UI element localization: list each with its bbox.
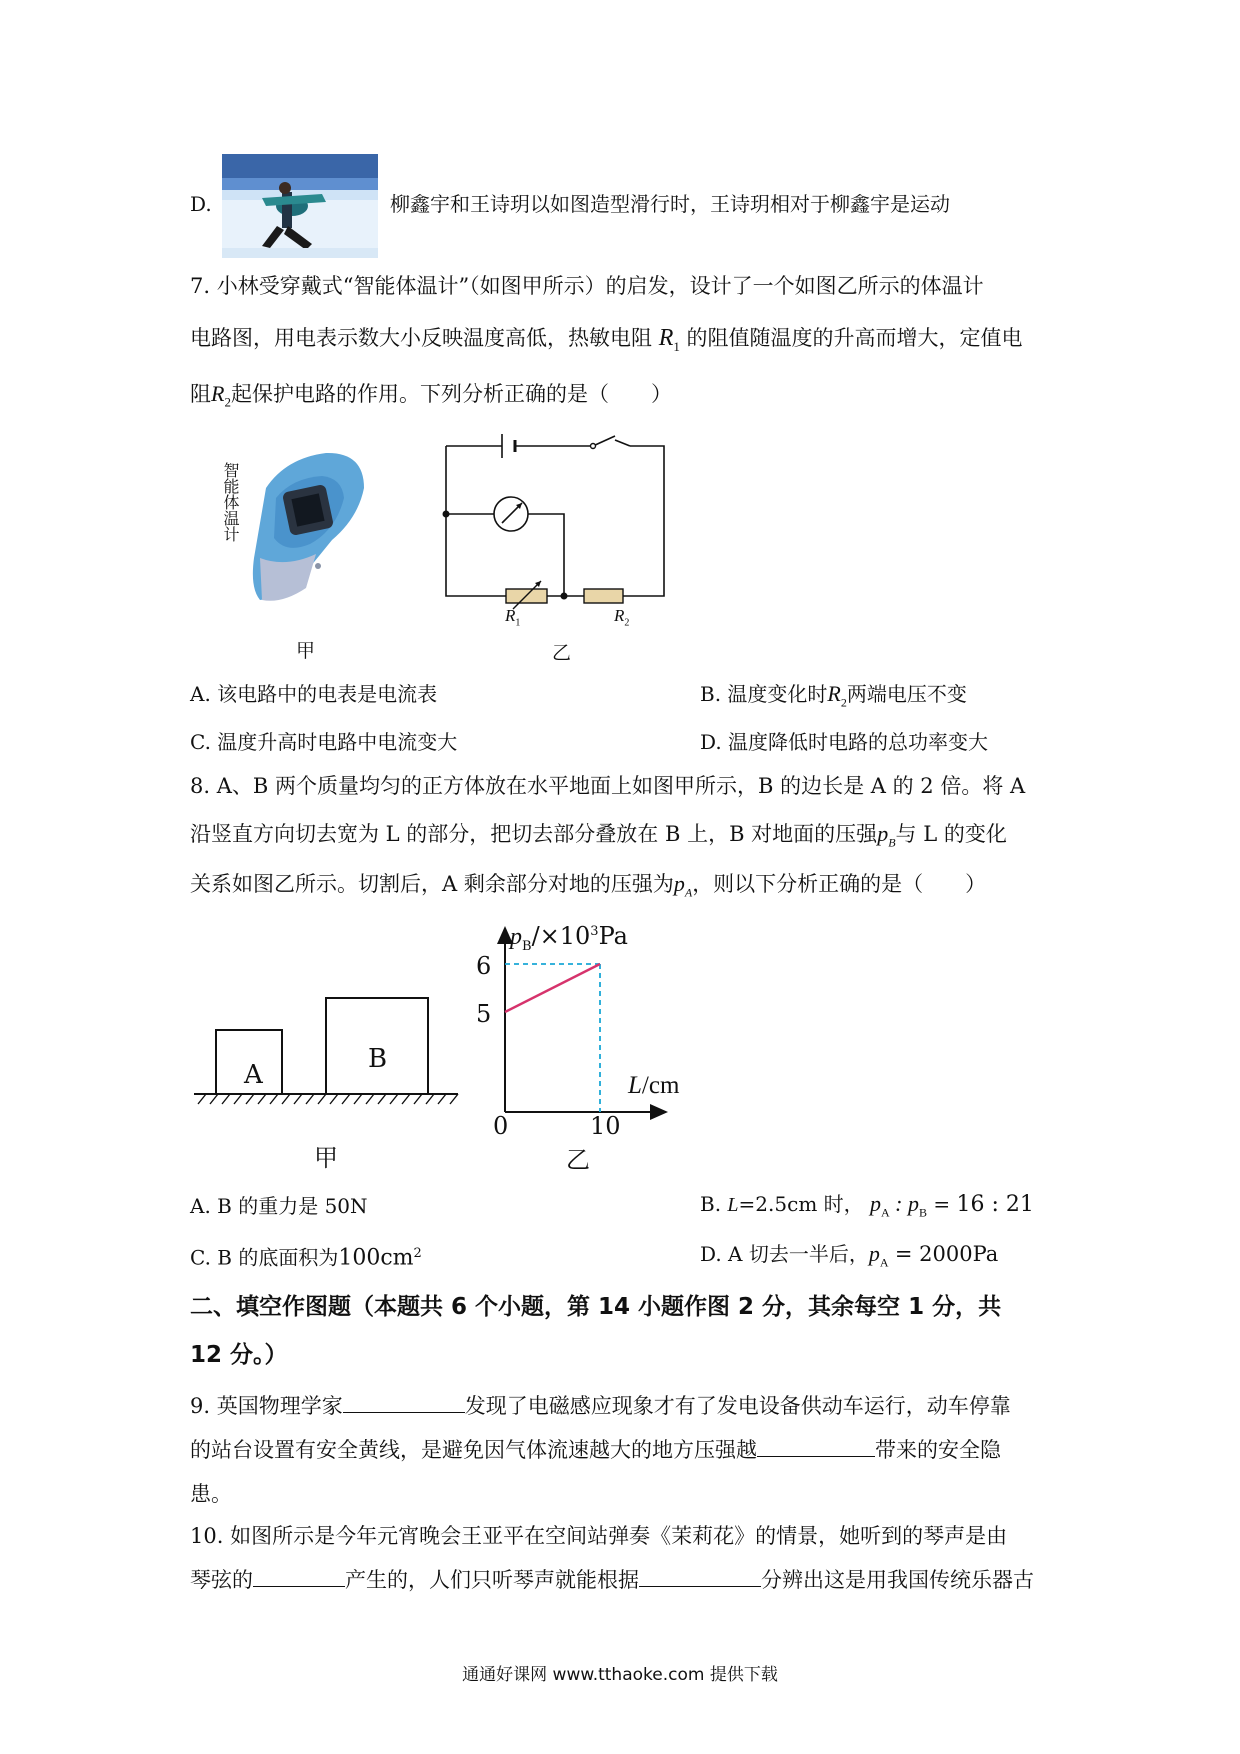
thermometer-device-image: [246, 448, 370, 608]
q10-line2: 琴弦的 产生的，人们只听琴声就能根据 分辨出这是用我国传统乐器古: [190, 1568, 1034, 1592]
q7-option-a: A. 该电路中的电表是电流表: [190, 682, 438, 706]
page-footer: 通通好课网 www.tthaoke.com 提供下载: [462, 1665, 778, 1685]
block-a-label: A: [244, 1060, 263, 1090]
graph-y-label: $p_B/\times 10^3Pa$: [510, 922, 628, 954]
q7-line3: 阻$R_2$起保护电路的作用。下列分析正确的是（ ）: [190, 381, 672, 410]
q7-option-c: C. 温度升高时电路中电流变大: [190, 730, 458, 754]
q8-fig-yi-caption: 乙: [566, 1146, 590, 1174]
r1-label: $R_1$: [505, 606, 521, 629]
q8-fig-jia-caption: 甲: [314, 1144, 338, 1172]
junction-left: [443, 511, 450, 518]
q6-option-d-text: 柳鑫宇和王诗玥以如图造型滑行时，王诗玥相对于柳鑫宇是运动: [390, 192, 950, 216]
q10-blank-2[interactable]: [639, 1566, 761, 1587]
q8-option-a: A. B 的重力是 50N: [190, 1194, 368, 1218]
q6-option-d-label: D.: [190, 192, 212, 216]
x-tick-0: 0: [493, 1112, 509, 1140]
q9-blank-1[interactable]: [343, 1392, 465, 1413]
q9-line1: 9. 英国物理学家 发现了电磁感应现象才有了发电设备供动车运行，动车停靠: [190, 1394, 1011, 1418]
q9-line3: 患。: [190, 1482, 232, 1506]
q7-fig-jia-caption: 甲: [296, 640, 316, 662]
q8-option-b: B. L=2.5cm 时， $p_A$ : $p_B = 16$ : 21: [700, 1191, 1034, 1220]
series-line: [505, 964, 600, 1012]
q7-fig-yi-caption: 乙: [552, 642, 572, 664]
resistor-r1-symbol: [506, 581, 547, 609]
q8-line2: 沿竖直方向切去宽为 L 的部分，把切去部分叠放在 B 上，B 对地面的压强$p_B$与 L 的变化: [190, 821, 1007, 850]
q9-blank-2[interactable]: [757, 1436, 875, 1457]
section2-heading-line1: 二、填空作图题（本题共 6 个小题，第 14 小题作图 2 分，其余每空 1 分，共: [190, 1294, 1002, 1320]
q7-option-d: D. 温度降低时电路的总功率变大: [700, 730, 989, 754]
block-b-label: B: [368, 1044, 388, 1074]
q8-option-d: D. A 切去一半后，$p_A = 2000Pa$: [700, 1241, 999, 1270]
q8-line1: 8. A、B 两个质量均匀的正方体放在水平地面上如图甲所示，B 的边长是 A 的 2 倍。将 A: [190, 774, 1026, 798]
graph-x-label: L/cm: [628, 1072, 680, 1099]
q8-option-c: C. B 的底面积为$100cm^2$: [190, 1245, 422, 1271]
switch-symbol: [591, 436, 616, 449]
blocks-diagram: [190, 988, 462, 1124]
junction-mid: [561, 593, 568, 600]
meter-symbol: [494, 497, 528, 531]
skating-photo: [222, 154, 378, 258]
y-tick-5: 5: [476, 1000, 492, 1028]
q7-option-b: B. 温度变化时$R_2$两端电压不变: [700, 681, 967, 710]
q7-line1: 7. 小林受穿戴式“智能体温计”（如图甲所示）的启发，设计了一个如图乙所示的体温计: [190, 274, 984, 298]
q8-line3: 关系如图乙所示。切割后，A 剩余部分对地的压强为$p_A$，则以下分析正确的是（ ）: [190, 871, 987, 900]
y-tick-6: 6: [476, 952, 492, 980]
resistor-r2-symbol: [584, 589, 623, 603]
section2-heading-line2: 12 分。）: [190, 1342, 288, 1368]
x-tick-10: 10: [590, 1112, 621, 1140]
q7-line2: 电路图，用电表示数大小反映温度高低，热敏电阻 $R_1$ 的阻值随温度的升高而增大，定值电: [190, 325, 1023, 354]
device-label: 智能体温计: [221, 462, 240, 542]
q10-blank-1[interactable]: [253, 1566, 345, 1587]
circuit-diagram: [440, 426, 670, 632]
r2-label: $R_2$: [614, 606, 630, 629]
q10-line1: 10. 如图所示是今年元宵晚会王亚平在空间站弹奏《茉莉花》的情景，她听到的琴声是由: [190, 1524, 1008, 1548]
battery-symbol: [502, 434, 515, 458]
q9-line2: 的站台设置有安全黄线，是避免因气体流速越大的地方压强越 带来的安全隐: [190, 1438, 1001, 1462]
